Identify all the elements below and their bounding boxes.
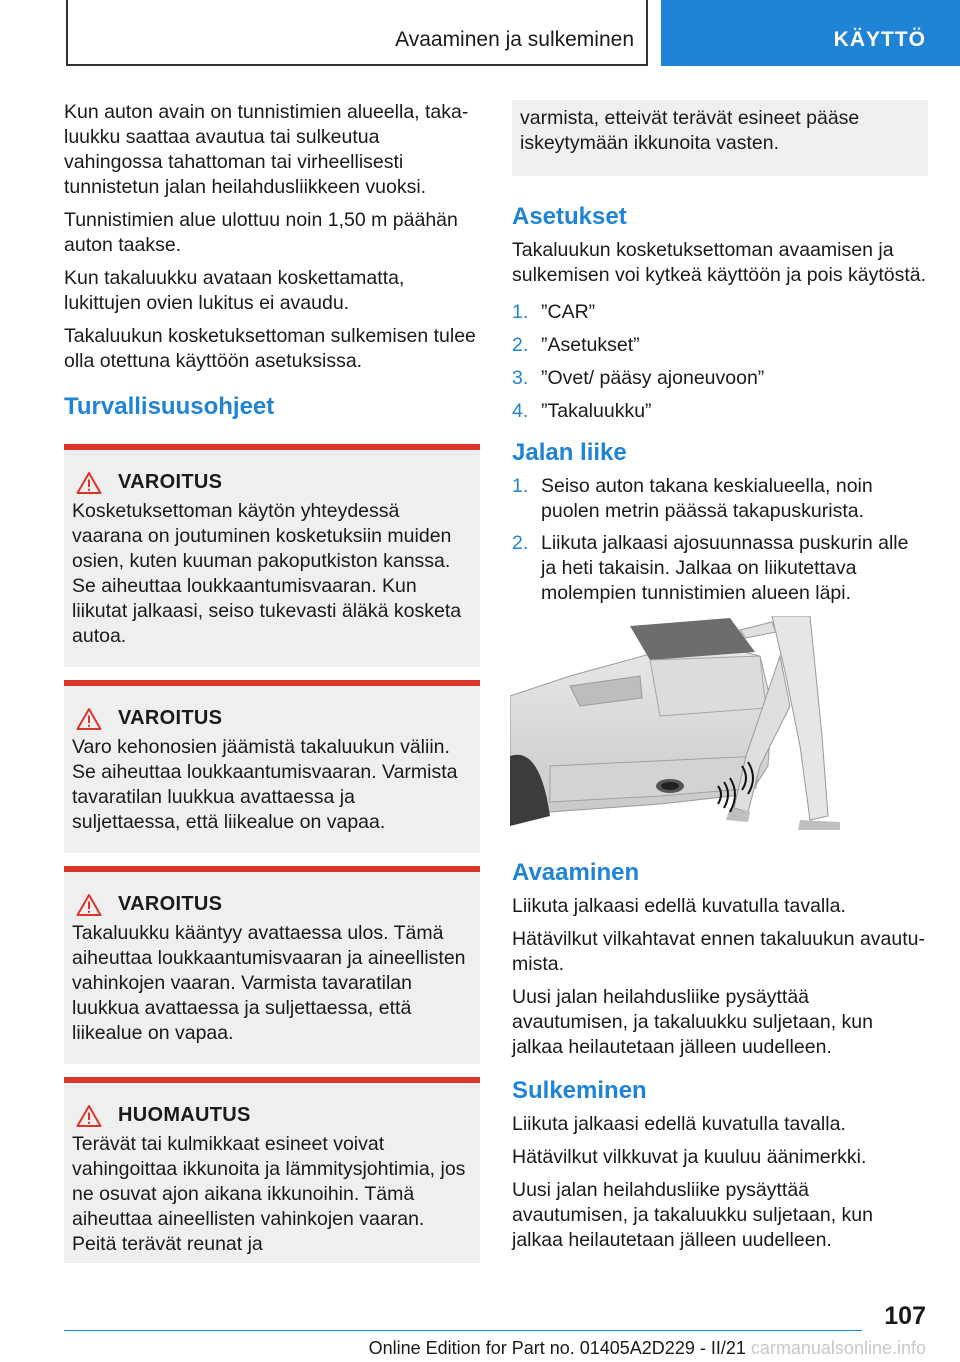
chapter-tab [661, 0, 960, 66]
notice-continuation-box [512, 100, 928, 176]
list-item: 1. Seiso auton takana keskialueella, noin puolen metrin päässä takapuskurista. [512, 475, 873, 522]
paragraph: Hätävilkut vilkkuvat ja kuuluu äänimerkki. [512, 1146, 867, 1168]
safety-heading: Turvallisuusohjeet [64, 393, 275, 420]
paragraph: Liikuta jalkaasi edellä kuvatulla tavalla. [512, 1113, 846, 1135]
paragraph: Tunnistimien alue ulottuu noin 1,50 m päähän auton taakse. [64, 209, 458, 256]
notice-text: Terävät tai kulmikkaat esineet voivat vahingoittaa ikkunoita ja lämmitysjohtimia, jos ne osuvat ajon aikana ikkunoihin. Tämä aiheuttaa aineellisten vahinkojen vaaran. Peitä terävät reunat ja [72, 1133, 466, 1255]
settings-steps [512, 300, 928, 424]
left-column [64, 100, 480, 1263]
warning-box [64, 680, 480, 853]
closing-heading: Sulkeminen [512, 1077, 647, 1104]
footer-edition [369, 1338, 926, 1359]
paragraph: Kun takaluukku avataan koskettamatta, lukittujen ovien lukitus ei avaudu. [64, 267, 405, 314]
warning-text: Varo kehonosien jäämistä takaluukun väliin. Se aiheuttaa loukkaantumisvaaran. Varmista tavaratilan luukkua avattaessa ja suljettaessa, että liikealue on vapaa. [72, 736, 458, 833]
warning-title: VAROITUS [118, 893, 223, 915]
foot-motion-heading: Jalan liike [512, 439, 627, 466]
notice-title: HUOMAUTUS [118, 1104, 251, 1126]
warning-title: VAROITUS [118, 707, 223, 729]
edition-text: Online Edition for Part no. 01405A2D229 - II/21 [368, 1338, 746, 1358]
warning-box [64, 866, 480, 1064]
warning-triangle-icon [76, 893, 102, 917]
header-section-tab [66, 0, 648, 66]
warning-text: Takaluukku kääntyy avattaessa ulos. Tämä aiheuttaa loukkaantumisvaaran ja aineellisten vahinkojen vaaran. Varmista tavaratilan luukkua avattaessa ja suljettaessa, että liikealue on vapaa. [72, 922, 466, 1044]
opening-heading: Avaaminen [512, 859, 640, 886]
warning-triangle-icon [76, 707, 102, 731]
kick-gesture-illustration [510, 616, 848, 838]
paragraph: Uusi jalan heilahdusliike pysäyttää avautumisen, ja takaluukku suljetaan, kun jalkaa heilautetaan jälleen uudelleen. [512, 1179, 873, 1251]
foot-motion-steps [512, 474, 928, 606]
settings-heading: Asetukset [512, 203, 627, 230]
list-item: 2. Liikuta jalkaasi ajosuunnassa puskurin alle ja heti takaisin. Jalkaa on liikutettava molempien tunnistimien alueen läpi. [512, 532, 909, 604]
page-number: 107 [884, 1302, 926, 1330]
notice-continuation-text: varmista, etteivät terävät esineet pääse iskeytymään ikkunoita vasten. [520, 107, 860, 154]
paragraph: Uusi jalan heilahdusliike pysäyttää avautumisen, ja takaluukku suljetaan, kun jalkaa heilautetaan jälleen uudelleen. [512, 986, 873, 1058]
list-item: 2. ”Asetukset” [512, 334, 640, 356]
warning-title: VAROITUS [118, 471, 223, 493]
paragraph: Takaluukun kosketuksettoman avaamisen ja sulkemisen voi kytkeä käyttöön ja pois käytöstä. [512, 239, 927, 286]
notice-box [64, 1077, 480, 1263]
section-title: Avaaminen ja sulkeminen [395, 28, 634, 51]
list-item: 4. ”Takaluukku” [512, 400, 652, 422]
paragraph: Liikuta jalkaasi edellä kuvatulla tavalla. [512, 895, 846, 917]
right-column [512, 100, 928, 1261]
paragraph: Kun auton avain on tunnistimien alueella, takaluukku saattaa avautua tai sulkeutua vahingossa tahattoman tai virheellisesti tunnistetun jalan heilahdusliikkeen vuoksi. [64, 101, 469, 198]
list-item: 1. ”CAR” [512, 301, 596, 323]
footer-divider [64, 1330, 862, 1331]
chapter-title: KÄYTTÖ [833, 28, 926, 51]
warning-box [64, 444, 480, 667]
warning-triangle-icon [76, 1104, 102, 1128]
watermark-text: carmanualsonline.info [750, 1338, 926, 1358]
paragraph: Takaluukun kosketuksettoman sulkemisen tulee olla otettuna käyttöön asetuksissa. [64, 325, 476, 372]
paragraph: Hätävilkut vilkahtavat ennen takaluukun avautumista. [512, 928, 926, 975]
car-rear-foot-image [510, 616, 848, 838]
list-item: 3. ”Ovet/ pääsy ajoneuvoon” [512, 367, 765, 389]
warning-text: Kosketuksettoman käytön yhteydessä vaarana on joutuminen kosketuksiin muiden osien, kuten kuuman pakoputkiston kanssa. Se aiheuttaa loukkaantumisvaaran. Kun liikutat jalkaasi, seiso tukevasti äläkä kosketa autoa. [72, 500, 462, 647]
warning-triangle-icon [76, 471, 102, 495]
page-header [0, 0, 960, 66]
